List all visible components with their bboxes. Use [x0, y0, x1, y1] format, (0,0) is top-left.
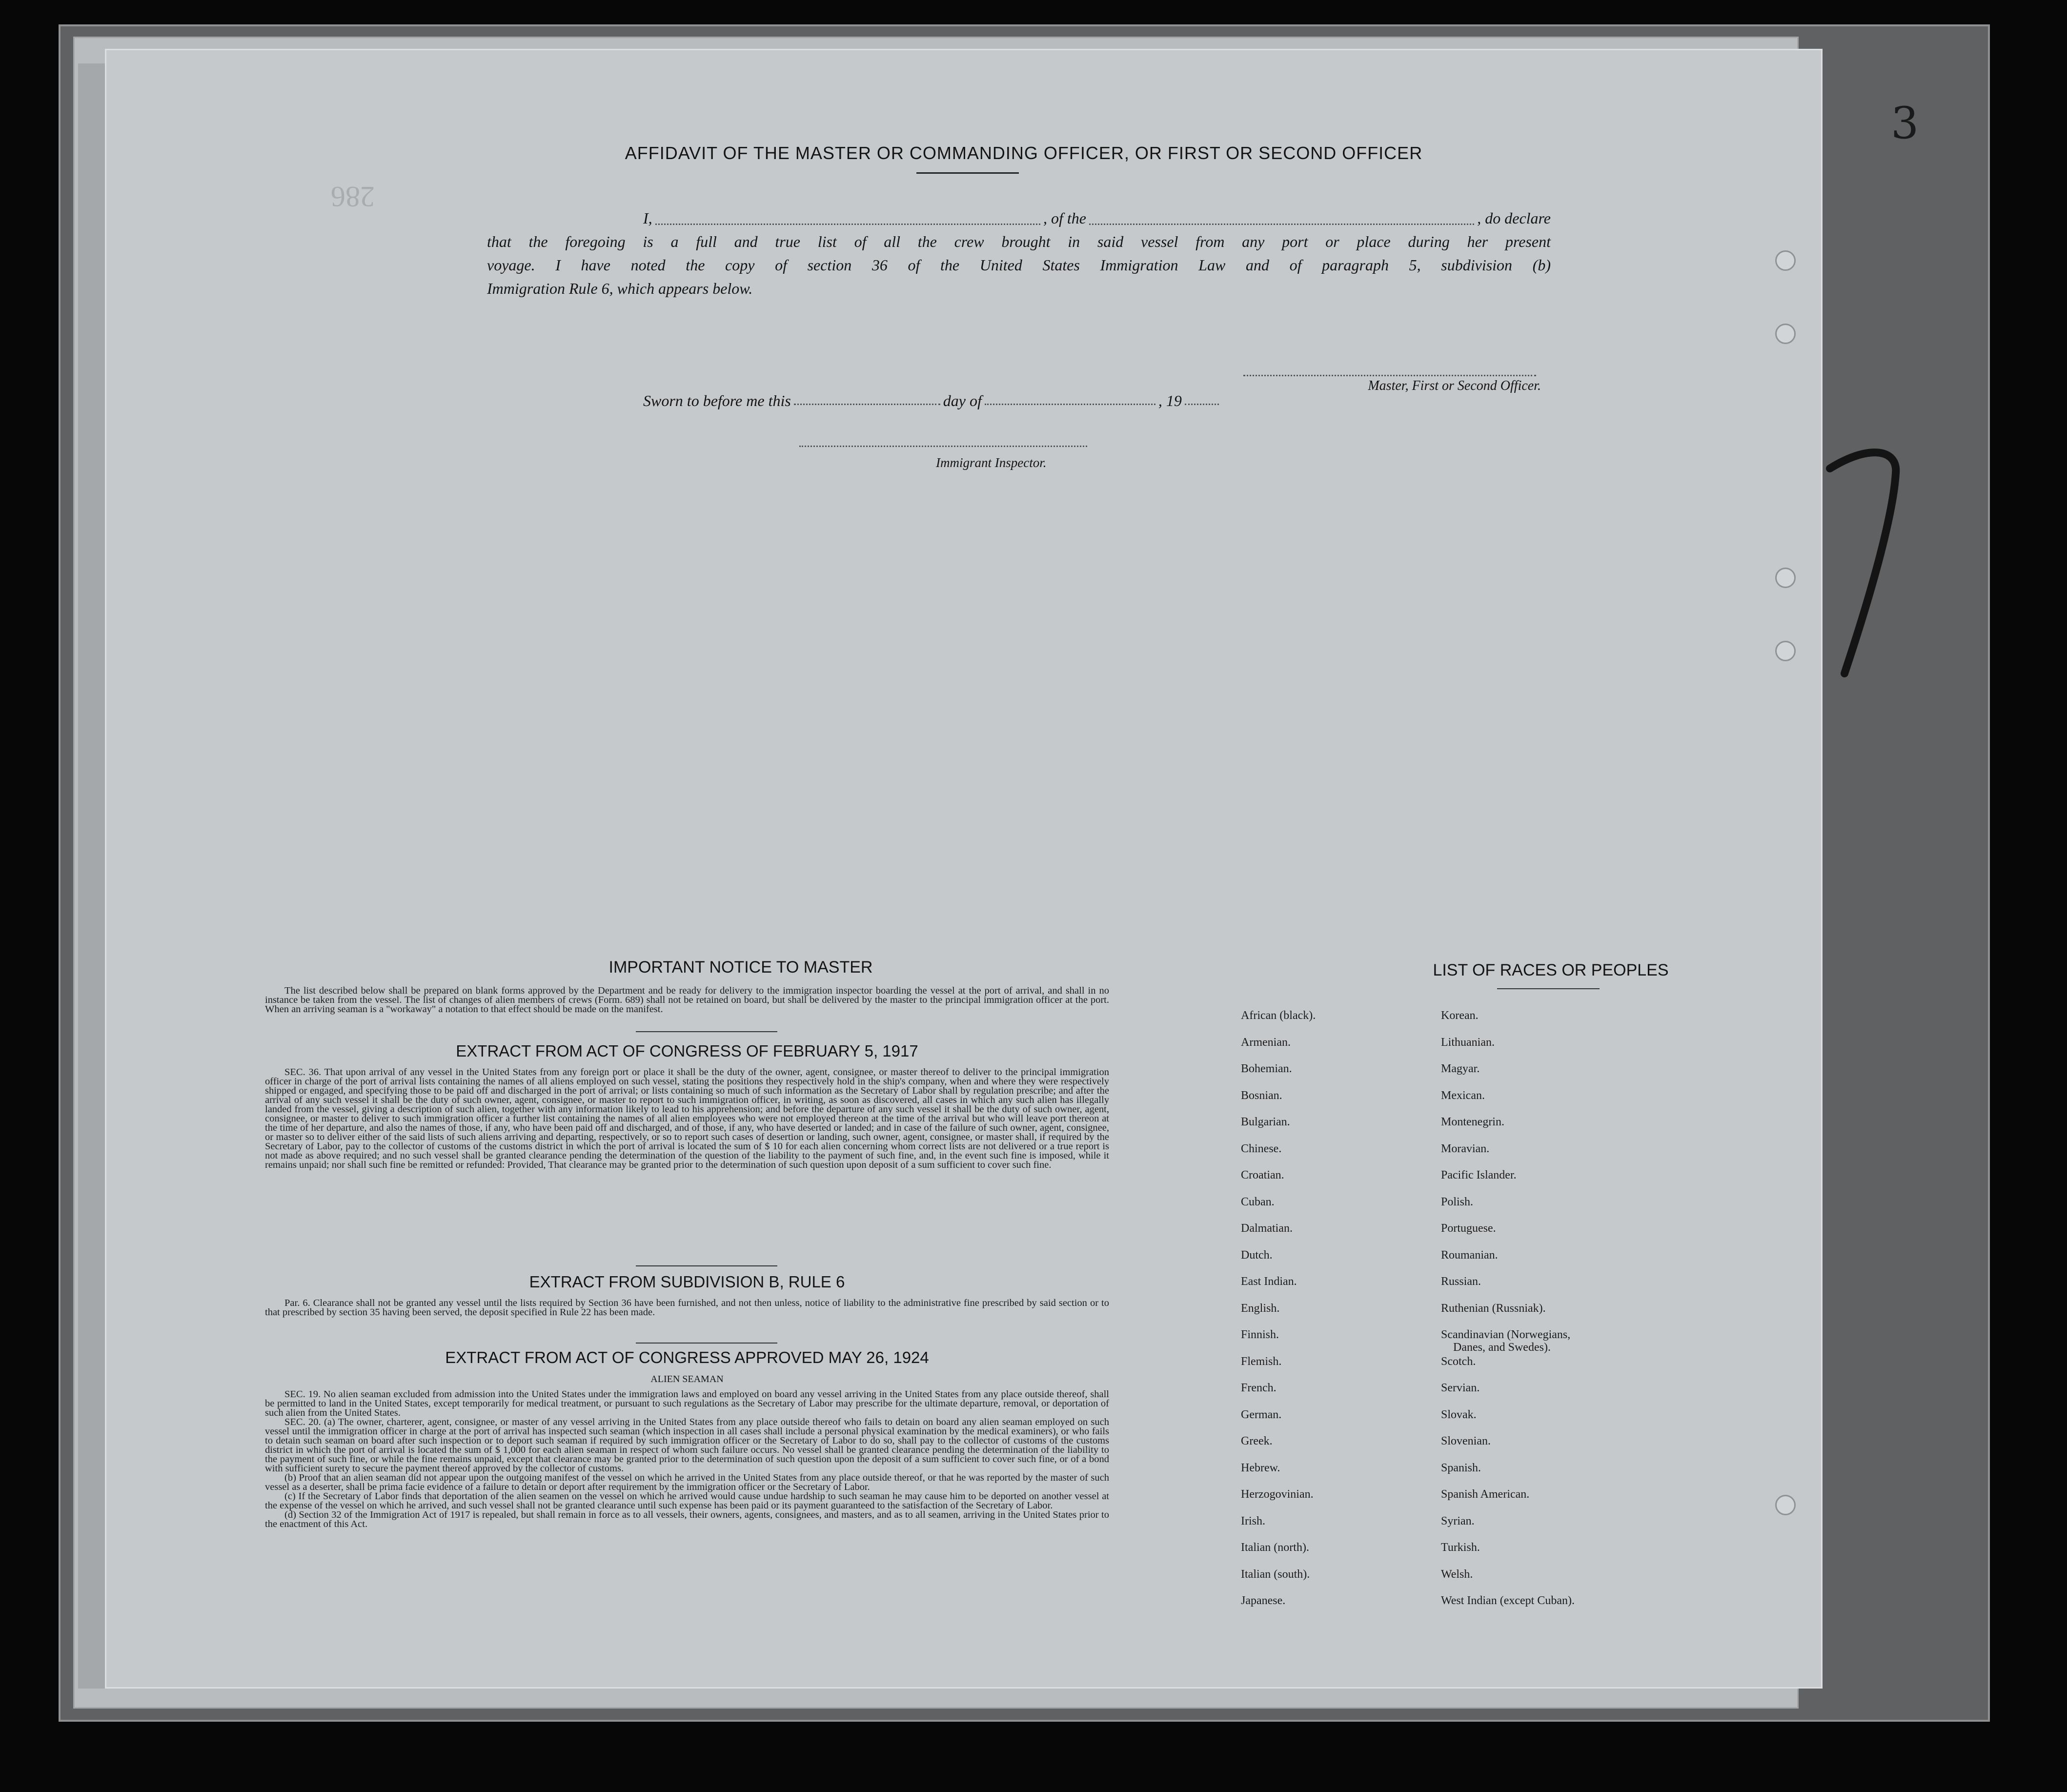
sworn-text: Sworn to before me this [643, 392, 791, 409]
notice-text: The list described below shall be prepared on blank forms approved by the Department and be ready for delivery to the immigration inspector boarding the vessel at the port of arrival, and shall in no instance be taken from the vessel. The list of changes of alien members of crews (Form. 689) shall not be retained on board, but shall be delivered by the master to the principal immigration officer at the port. When an arriving seaman is a "workaway" a notation to that effect should be made on the manifest. [265, 985, 1109, 1015]
race-item: Croatian. [1241, 1169, 1284, 1181]
vessel-prefix: , of the [1043, 209, 1086, 227]
race-item: Russian. [1441, 1275, 1481, 1288]
handwritten-page-number: 3 [1891, 98, 1919, 149]
race-item: Armenian. [1241, 1036, 1291, 1049]
master-signature-field[interactable] [1243, 375, 1536, 376]
race-item: Slovenian. [1441, 1435, 1491, 1447]
title-rule [916, 172, 1019, 174]
rule-6-text: Par. 6. Clearance shall not be granted any vessel until the lists required by Section 36 have been furnished, and not then unless, notice of liability to the administrative fine prescribed by said section or to that prescribed by section 35 having been served, the deposit specified in Rule 22 has been made. [265, 1298, 1109, 1318]
race-item: Spanish American. [1441, 1488, 1530, 1501]
sec-20c-text: (c) If the Secretary of Labor finds that deportation of the alien seamen on the vessel on which he arrived would cause undue hardship to such seaman he may cause him to be deported on another vessel at the expense of the vessel on which he arrived, and such vessel shall not be granted clearance until such expense has been paid or its payment guaranteed to the satisfaction of the Secretary of Labor. [265, 1491, 1109, 1511]
declare-suffix: , do declare [1477, 209, 1551, 227]
inspector-label: Immigrant Inspector. [936, 455, 1047, 470]
notice-title: IMPORTANT NOTICE TO MASTER [608, 958, 873, 977]
affidavit-page [105, 49, 1823, 1689]
race-item: Flemish. [1241, 1355, 1282, 1368]
punch-hole [1775, 1495, 1796, 1515]
race-item: Bosnian. [1241, 1089, 1282, 1102]
sworn-month-field[interactable] [985, 403, 1155, 405]
race-item: Magyar. [1441, 1062, 1480, 1075]
extract-1924-body [265, 1390, 1109, 1529]
vessel-name-field[interactable] [1089, 223, 1474, 225]
race-item: Bohemian. [1241, 1062, 1292, 1075]
race-item: Pacific Islander. [1441, 1169, 1517, 1181]
races-title-rule [1497, 988, 1600, 989]
race-item: Mexican. [1441, 1089, 1485, 1102]
race-item: Lithuanian. [1441, 1036, 1495, 1049]
race-item: Chinese. [1241, 1142, 1282, 1155]
declaration-line [487, 206, 1551, 230]
race-item: Scotch. [1441, 1355, 1476, 1368]
race-item: French. [1241, 1382, 1277, 1394]
page-edge [78, 63, 105, 1689]
race-item: Cuban. [1241, 1195, 1275, 1208]
sworn-year-field[interactable] [1185, 403, 1219, 405]
race-item: Slovak. [1441, 1408, 1477, 1421]
affidavit-title: AFFIDAVIT OF THE MASTER OR COMMANDING OFFICER, OR FIRST OR SECOND OFFICER [625, 143, 1423, 163]
race-item: Polish. [1441, 1195, 1474, 1208]
punch-hole [1775, 324, 1796, 344]
race-item: Turkish. [1441, 1541, 1480, 1554]
race-item: Herzogovinian. [1241, 1488, 1314, 1501]
race-item: Servian. [1441, 1382, 1480, 1394]
race-item: Bulgarian. [1241, 1116, 1290, 1128]
affidavit-line-4: Immigration Rule 6, which appears below. [487, 280, 753, 297]
race-item: Danes, and Swedes). [1453, 1341, 1551, 1354]
notice-body [265, 986, 1109, 1014]
race-item: Scandinavian (Norwegians, [1441, 1328, 1571, 1341]
race-item: Italian (north). [1241, 1541, 1309, 1554]
race-item: Spanish. [1441, 1461, 1481, 1474]
rule-6-body [265, 1299, 1109, 1317]
race-item: West Indian (except Cuban). [1441, 1594, 1575, 1607]
extract-1917-body [265, 1068, 1109, 1170]
handwritten-bracket-mark [1815, 439, 1923, 693]
sworn-year-text: , 19 [1158, 392, 1182, 409]
extract-1924-title: EXTRACT FROM ACT OF CONGRESS APPROVED MAY 26, 1924 [445, 1348, 929, 1366]
race-item: Welsh. [1441, 1568, 1473, 1581]
race-item: African (black). [1241, 1009, 1316, 1022]
sworn-line [643, 392, 1277, 410]
declarant-name-field[interactable] [655, 223, 1040, 225]
race-item: Hebrew. [1241, 1461, 1280, 1474]
race-item: East Indian. [1241, 1275, 1297, 1288]
extract-1917-title: EXTRACT FROM ACT OF CONGRESS OF FEBRUARY 5, 1917 [456, 1042, 918, 1060]
affidavit-line-2: that the foregoing is a full and true list of all the crew brought in said vessel from any port or place during her present [487, 233, 1551, 250]
sworn-day-text: day of [943, 392, 982, 409]
master-signature-label: Master, First or Second Officer. [1368, 378, 1541, 393]
race-item: German. [1241, 1408, 1282, 1421]
punch-hole [1775, 250, 1796, 271]
race-item: Italian (south). [1241, 1568, 1310, 1581]
race-item: Finnish. [1241, 1328, 1279, 1341]
race-item: Dutch. [1241, 1248, 1273, 1262]
inspector-signature-field[interactable] [799, 446, 1087, 447]
race-item: Korean. [1441, 1009, 1479, 1022]
sec-20a-text: SEC. 20. (a) The owner, charterer, agent, consignee, or master of any vessel arriving in the United States from any place outside thereof who fails to detain on board any alien seaman employed on such vessel until the immigration officer in charge at the port of arrival has inspected such seaman (which inspection in all cases shall include a personal physical examination by the medical examiners), or who fails to detain such seaman on board after such inspection or to deport such seaman if required by such immigration officer or the Secretary of Labor to do so, shall pay to the collector of customs of the customs district in which the port of arrival is located the sum of $ 1,000 for each alien seaman in respect of whom such failure occurs. No vessel shall be granted clearance pending the determination of the liability to the payment of such fine, or while the fine remains unpaid, except that clearance may be granted prior to the determination of such question upon the deposit of a sum sufficient to cover such fine, or of a bond with sufficient surety to secure the payment thereof approved by the collector of customs. [265, 1417, 1109, 1474]
rule-6-title: EXTRACT FROM SUBDIVISION B, RULE 6 [529, 1273, 845, 1291]
race-item: Dalmatian. [1241, 1222, 1293, 1235]
race-item: Moravian. [1441, 1142, 1490, 1155]
race-item: Ruthenian (Russniak). [1441, 1302, 1546, 1315]
bleed-through-number: 286 [331, 181, 375, 213]
sworn-date-field[interactable] [794, 403, 940, 405]
section-divider [636, 1265, 777, 1266]
section-divider [636, 1343, 777, 1344]
sec-20b-text: (b) Proof that an alien seaman did not appear upon the outgoing manifest of the vessel on which he arrived in the United States from any place outside thereof, or that he was reported by the master of such vessel as a deserter, shall be prima facie evidence of a failure to detain or deport after requirement by the immigration officer or the Secretary of Labor. [265, 1472, 1109, 1492]
race-item: Syrian. [1441, 1514, 1475, 1527]
alien-seaman-subtitle: ALIEN SEAMAN [650, 1374, 724, 1385]
race-item: Irish. [1241, 1514, 1265, 1527]
declarant-prefix: I, [643, 209, 652, 227]
races-title: LIST OF RACES OR PEOPLES [1433, 961, 1669, 979]
race-item: Japanese. [1241, 1594, 1286, 1607]
punch-hole [1775, 641, 1796, 661]
race-item: Montenegrin. [1441, 1116, 1504, 1128]
sec-36-text: SEC. 36. That upon arrival of any vessel in the United States from any foreign port or place it shall be the duty of the owner, agent, consignee, or master thereof to deliver to the principal immigration officer in charge of the port of arrival lists containing the names of all aliens employed on such vessel, stating the positions they respectively hold in the ship's company, when and where they were respectively shipped or engaged, and specifying those to be paid off and discharged in the port of arrival; or lists containing so much of such information as the Secretary of Labor shall by regulation prescribe; and after the arrival of any such vessel it shall be the duty of such owner, agent, consignee, or master to report to such immigration officer, in writing, as soon as discovered, all cases in which any such alien has illegally landed from the vessel, giving a description of such alien, together with any information likely to lead to his apprehension; and before the departure of any such vessel it shall be the duty of such owner, agent, consignee, or master to deliver to such immigration officer a further list containing the names of all alien employees who were not employed thereon at the time of the arrival but who will leave port thereon at the time of her departure, and also the names of those, if any, who have been paid off and discharged, and of those, if any, who have deserted or landed; and in case of the failure of such owner, agent, consignee, or master so to deliver either of the said lists of such aliens arriving and departing, respectively, or so to report such cases of desertion or landing, such owner, agent, consignee, or master shall, if required by the Secretary of Labor, pay to the collector of customs of the customs district in which the port of arrival is located the sum of $ 10 for each alien concerning whom correct lists are not delivered or a true report is not made as above required; and no such vessel shall be granted clearance pending the determination of the question of the liability to the payment of such fine, and, in the event such fine is imposed, while it remains unpaid; nor shall such fine be remitted or refunded: Provided, That clearance may be granted prior to the determination of such question upon deposit of a sum sufficient to cover such fine. [265, 1067, 1109, 1170]
sec-20d-text: (d) Section 32 of the Immigration Act of 1917 is repealed, but shall remain in force as to all vessels, their owners, agents, consignees, and masters, and as to all seamen, arriving in the United States prior to the enactment of this Act. [265, 1509, 1109, 1529]
race-item: English. [1241, 1302, 1280, 1315]
sec-19-text: SEC. 19. No alien seaman excluded from admission into the United States under the immigration laws and employed on board any vessel arriving in the United States from any place outside thereof, shall be permitted to land in the United States, except temporarily for medical treatment, or pursuant to such regulations as the Secretary of Labor may prescribe for the ultimate departure, removal, or deportation of such alien from the United States. [265, 1389, 1109, 1418]
race-item: Portuguese. [1441, 1222, 1496, 1235]
punch-hole [1775, 568, 1796, 588]
affidavit-body [487, 206, 1551, 300]
race-item: Greek. [1241, 1435, 1273, 1447]
race-item: Roumanian. [1441, 1248, 1498, 1262]
affidavit-line-3: voyage. I have noted the copy of section 36 of the United States Immigration Law and of paragraph 5, subdivision (b) [487, 256, 1551, 274]
section-divider [636, 1031, 777, 1032]
